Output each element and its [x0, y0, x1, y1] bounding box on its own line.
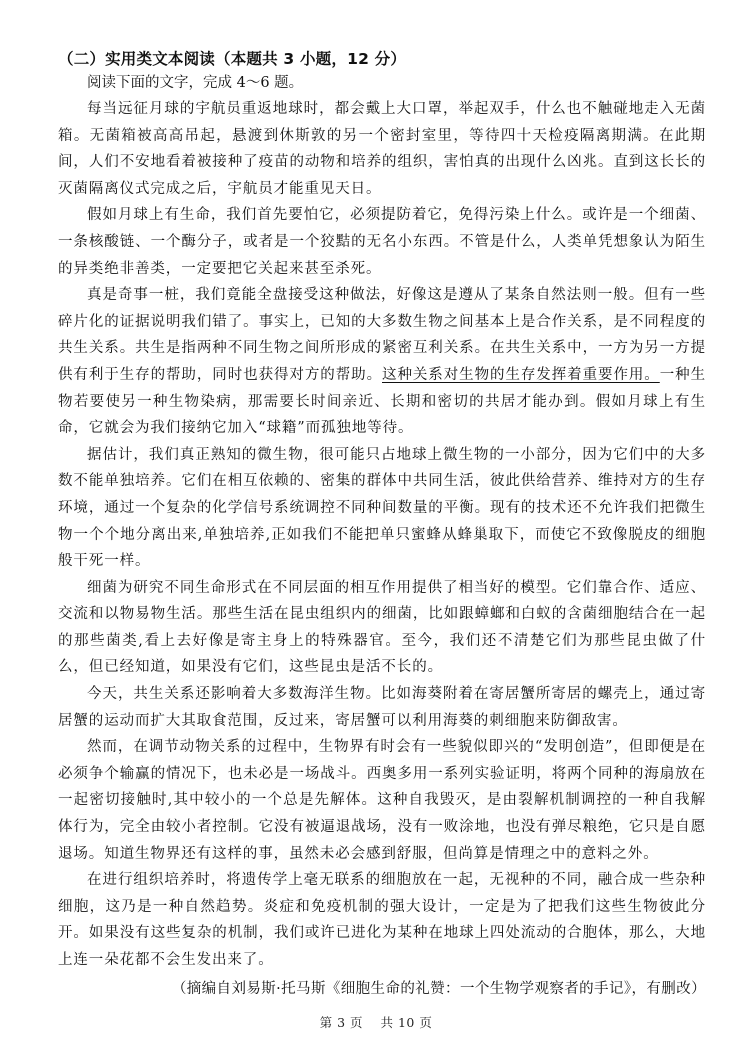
paragraph-1	[58, 96, 706, 202]
paragraph-text: 然而，在调节动物关系的过程中，生物界有时会有一些貌似即兴的“发明创造”，但即便是在必须争个输赢的情况下，也未必是一场战斗。西奥多用一系列实验证明，将两个同种的海扇放在一起密切接触时,其中较小的一个总是先解体。这种自我毁灭，是由裂解机制调控的一种自我解体行为，完全由较小者控制。它没有被逼退战场，没有一败涂地，也没有弹尽粮绝，它只是自愿退场。知道生物界还有这样的事，虽然未必会感到舒服，但尚算是情理之中的意料之外。	[58, 739, 706, 862]
paragraph-2	[58, 202, 706, 282]
article-page	[58, 48, 706, 1002]
paragraph-text: 细菌为研究不同生命形式在不同层面的相互作用提供了相当好的模型。它们靠合作、适应、交流和以物易物生活。那些生活在昆虫组织内的细菌，比如跟蟑螂和白蚁的含菌细胞结合在一起的那些菌类,看上去好像是寄主身上的特殊器官。至今，我们还不清楚它们为那些昆虫做了什么，但已经知道，如果没有它们，这些昆虫是活不长的。	[58, 579, 706, 676]
source-citation: （摘编自刘易斯·托马斯《细胞生命的礼赞：一个生物学观察者的手记》，有删改）	[171, 980, 706, 997]
paragraph-8	[58, 867, 706, 973]
paragraph-5	[58, 575, 706, 681]
reading-instruction: 阅读下面的文字，完成 4～6 题。	[87, 75, 304, 91]
paragraph-4	[58, 442, 706, 575]
paragraph-text: 真是奇事一桩，我们竟能全盘接受这种做法，好像这是遵从了某条自然法则一般。但有一些碎片化的证据说明我们错了。事实上，已知的大多数生物之间基本上是合作关系，是不同程度的共生关系。共生是指两种不同生物之间所形成的紧密互利关系。在共生关系中，一方为另一方提供有利于生存的帮助，同时也获得对方的帮助。	[58, 287, 706, 383]
page-footer: 第 3 页 共 10 页	[319, 1015, 433, 1030]
underlined-sentence: 这种关系对生物的生存发挥着重要作用。	[382, 366, 660, 383]
paragraph-text: 在进行组织培养时，将遗传学上毫无联系的细胞放在一起，无视种的不同，融合成一些杂种细胞，这乃是一种自然趋势。炎症和免疫机制的强大设计，一定是为了把我们这些生物彼此分开。如果没有这些复杂的机制，我们或许已进化为某种在地球上四处流动的合胞体，那么，大地上连一朵花都不会生发出来了。	[58, 872, 706, 968]
paragraph-6	[58, 681, 706, 734]
paragraph-text: 今天，共生关系还影响着大多数海洋生物。比如海葵附着在寄居蟹所寄居的螺壳上，通过寄居蟹的运动而扩大其取食范围，反过来，寄居蟹可以利用海葵的刺细胞来防御敌害。	[58, 686, 706, 729]
paragraph-3	[58, 282, 706, 442]
paragraph-text: 据估计，我们真正熟知的微生物，很可能只占地球上微生物的一小部分，因为它们中的大多数不能单独培养。它们在相互依赖的、密集的群体中共同生活，彼此供给营养、维持对方的生存环境，通过一个复杂的化学信号系统调控不同种间数量的平衡。现有的技术还不允许我们把微生物一个个地分离出来,单独培养,正如我们不能把单只蜜蜂从蜂巢取下，而使它不致像脱皮的细胞般干死一样。	[58, 446, 706, 570]
paragraph-7	[58, 734, 706, 867]
paragraph-text: 每当远征月球的宇航员重返地球时，都会戴上大口罩，举起双手，什么也不触碰地走入无菌箱。无菌箱被高高吊起，悬渡到休斯敦的另一个密封室里，等待四十天检疫隔离期满。在此期间，人们不安地看着被接种了疫苗的动物和培养的组织，害怕真的出现什么凶兆。直到这长长的灭菌隔离仪式完成之后，宇航员才能重见天日。	[58, 101, 706, 197]
section-title: （二）实用类文本阅读（本题共 3 小题，12 分）	[58, 50, 407, 68]
paragraph-text: 假如月球上有生命，我们首先要怕它，必须提防着它，免得污染上什么。或许是一个细菌、一条核酸链、一个酶分子，或者是一个狡黠的无名小东西。不管是什么，人类单凭想象认为陌生的异类绝非善类，一定要把它关起来甚至杀死。	[58, 207, 706, 277]
paragraph-text: 一种生物若要使另一种生物染病，那需要长时间亲近、长期和密切的共居才能办到。假如月球上有生命，它就会为我们接纳它加入“球籍”而孤独地等待。	[58, 366, 707, 437]
